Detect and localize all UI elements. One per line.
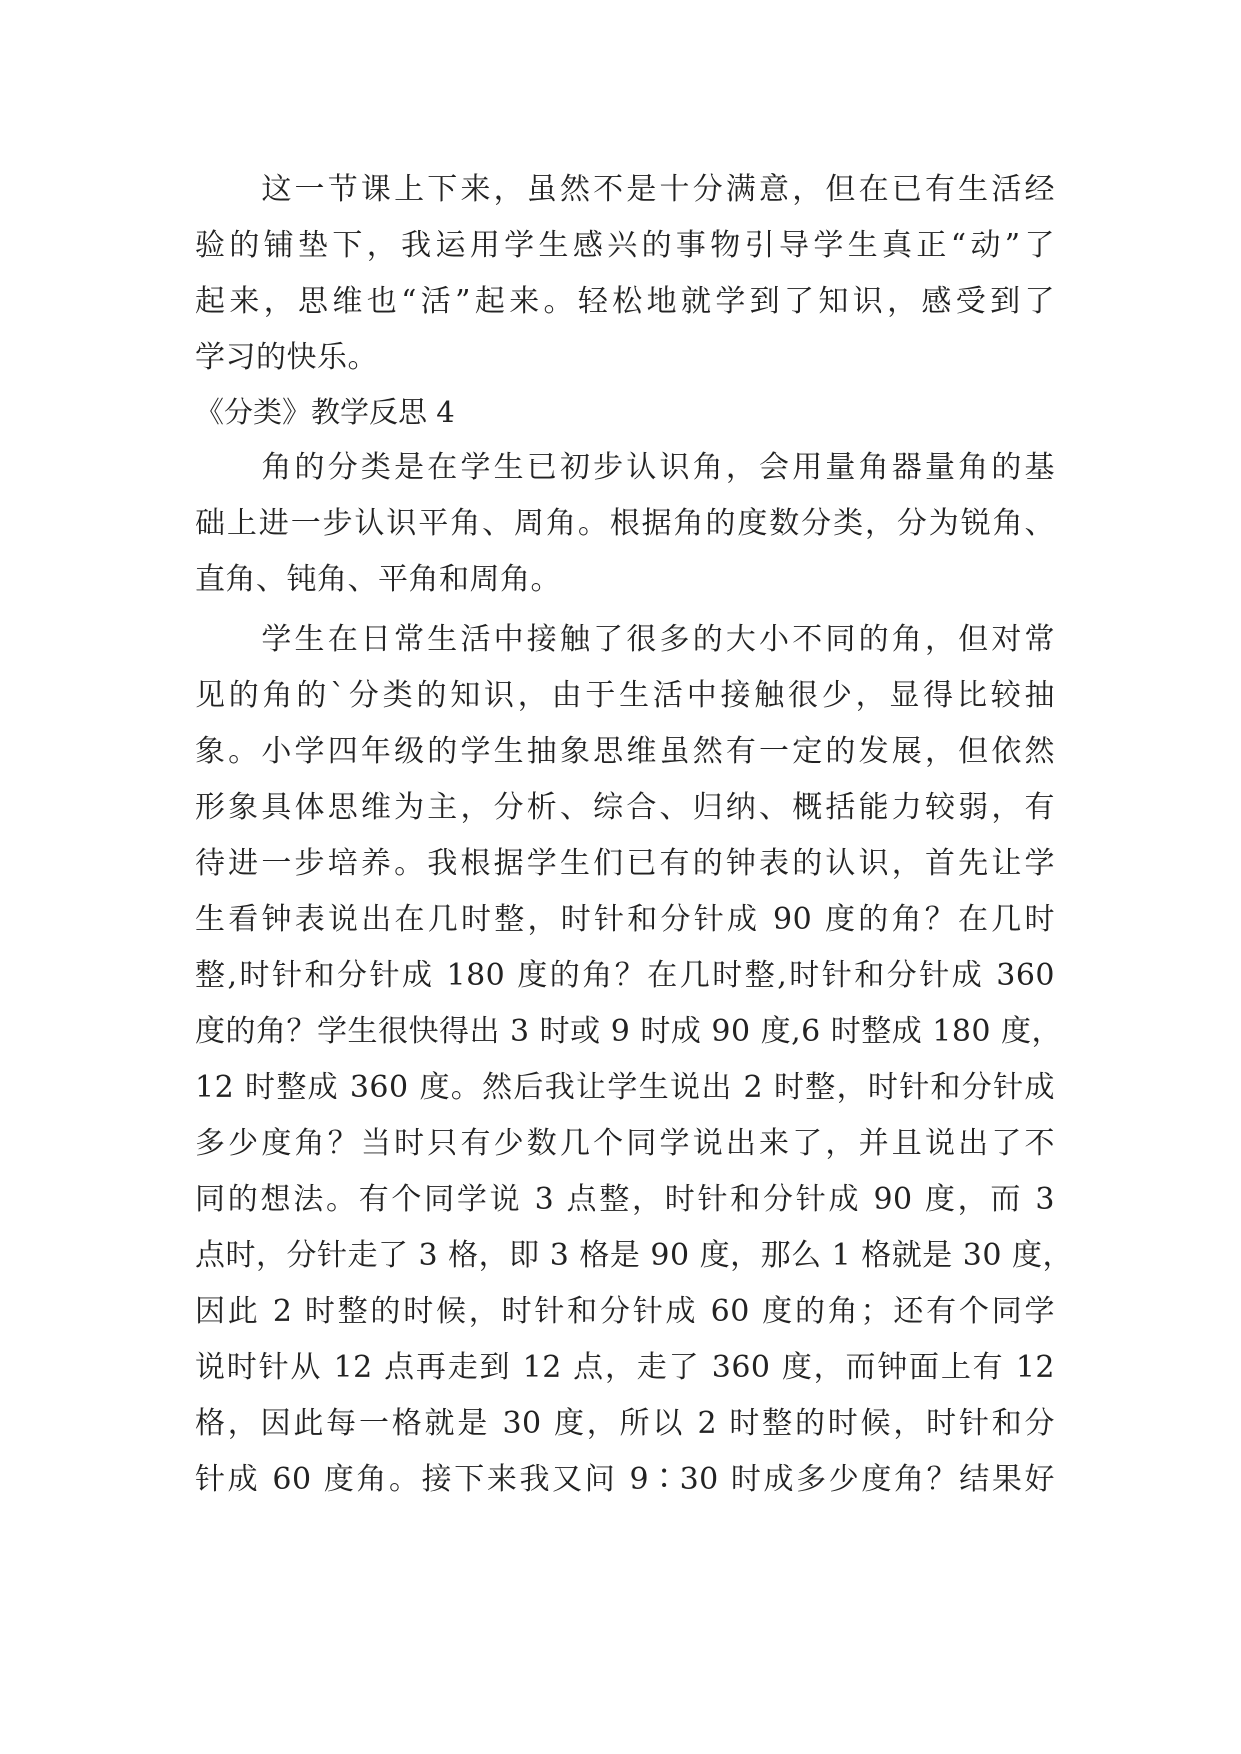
text-line-1: 这一节课上下来，虽然不是十分满意，但在已有生活经 — [195, 172, 1055, 207]
text-line-9: 学生在日常生活中接触了很多的大小不同的角，但对常 — [195, 622, 1055, 657]
text-line-23: 格，因此每一格就是 30 度，所以 2 时整的时候，时针和分 — [195, 1406, 1055, 1441]
text-line-12: 形象具体思维为主，分析、综合、归纳、概括能力较弱，有 — [195, 790, 1055, 825]
text-line-2: 验的铺垫下，我运用学生感兴的事物引导学生真正“动”了 — [195, 228, 1055, 263]
text-line-10: 见的角的`分类的知识，由于生活中接触很少，显得比较抽 — [195, 678, 1055, 713]
text-line-8: 直角、钝角、平角和周角。 — [195, 562, 561, 597]
text-line-21: 因此 2 时整的时候，时针和分针成 60 度的角；还有个同学 — [195, 1294, 1055, 1329]
text-line-13: 待进一步培养。我根据学生们已有的钟表的认识，首先让学 — [195, 846, 1055, 881]
text-line-7: 础上进一步认识平角、周角。根据角的度数分类，分为锐角、 — [195, 506, 1055, 541]
text-line-6: 角的分类是在学生已初步认识角，会用量角器量角的基 — [195, 450, 1055, 485]
text-line-11: 象。小学四年级的学生抽象思维虽然有一定的发展，但依然 — [195, 734, 1055, 769]
text-line-24: 针成 60 度角。接下来我又问 9∶30 时成多少度角？结果好 — [195, 1462, 1055, 1497]
text-line-19: 同的想法。有个同学说 3 点整，时针和分针成 90 度，而 3 — [195, 1182, 1055, 1217]
text-line-4: 学习的快乐。 — [195, 340, 378, 375]
text-line-14: 生看钟表说出在几时整，时针和分针成 90 度的角？在几时 — [195, 902, 1055, 937]
text-line-18: 多少度角？当时只有少数几个同学说出来了，并且说出了不 — [195, 1126, 1055, 1161]
section-heading: 《分类》教学反思 4 — [195, 395, 455, 429]
text-line-17: 12 时整成 360 度。然后我让学生说出 2 时整，时针和分针成 — [195, 1070, 1055, 1105]
text-line-3: 起来，思维也“活”起来。轻松地就学到了知识，感受到了 — [195, 284, 1055, 319]
text-line-15: 整,时针和分针成 180 度的角？在几时整,时针和分针成 360 — [195, 958, 1055, 993]
text-line-20: 点时，分针走了 3 格，即 3 格是 90 度，那么 1 格就是 30 度， — [195, 1238, 1073, 1273]
text-line-22: 说时针从 12 点再走到 12 点，走了 360 度，而钟面上有 12 — [195, 1350, 1055, 1385]
text-line-16: 度的角？学生很快得出 3 时或 9 时成 90 度,6 时整成 180 度， — [195, 1014, 1063, 1049]
